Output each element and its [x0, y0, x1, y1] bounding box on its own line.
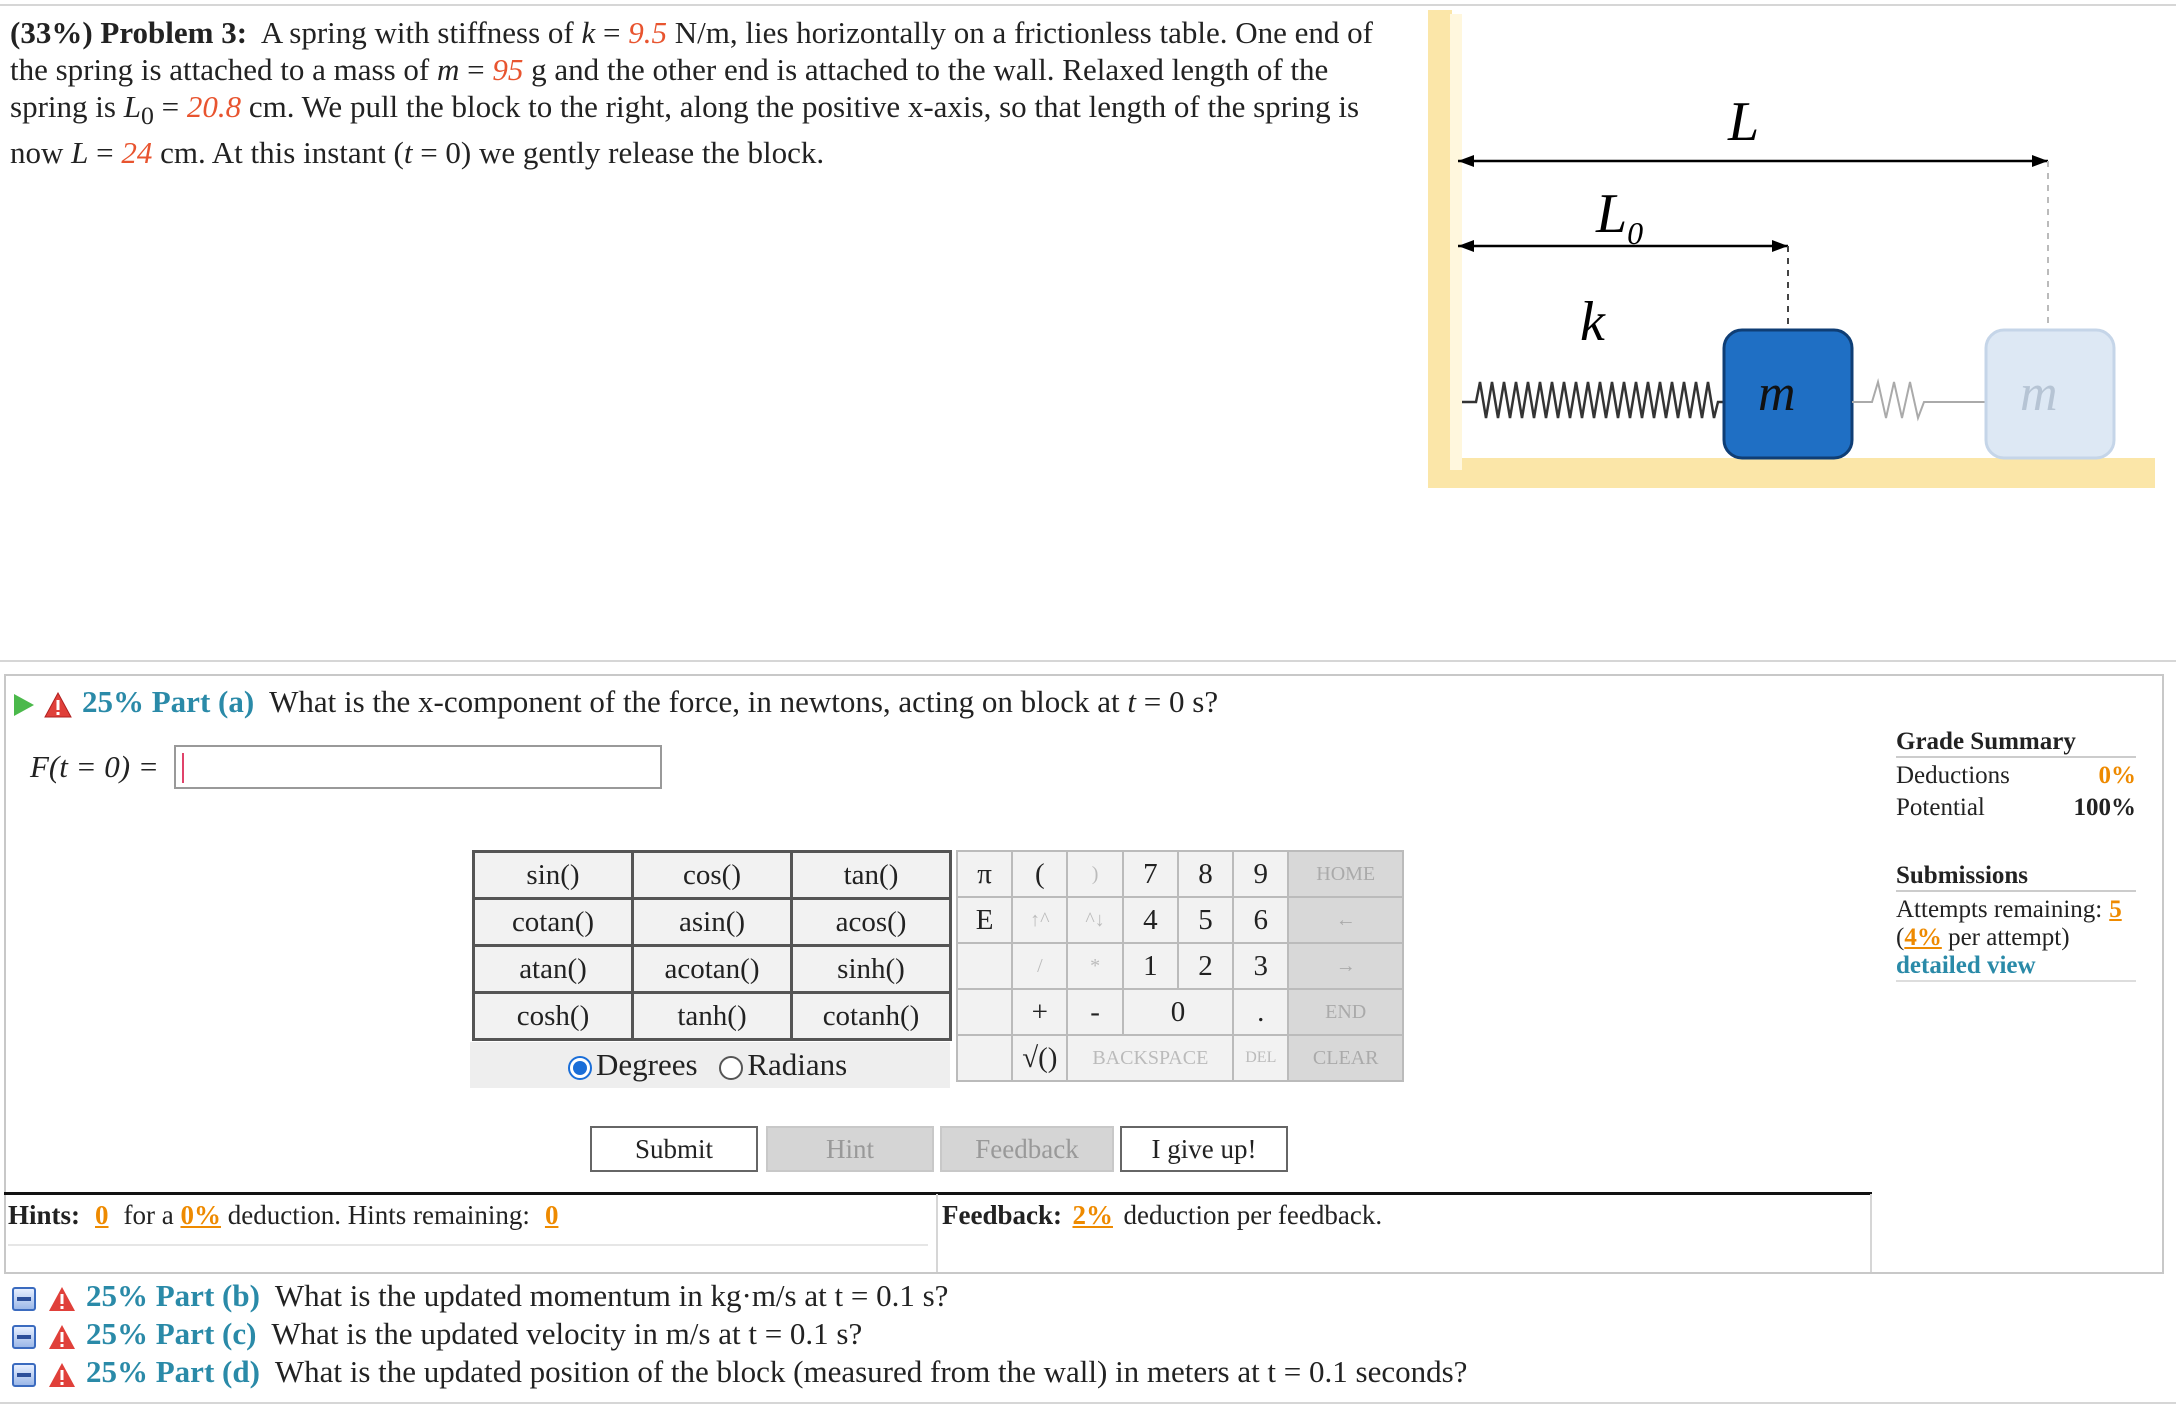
collapsed-part-icon[interactable] [12, 1287, 36, 1311]
problem-text: cm. We pull the block to the right, along the positive x-axis, so that length of the spring is now [10, 89, 1360, 171]
problem-statement [10, 14, 1410, 171]
deductions-value: 0% [2098, 762, 2136, 789]
key-0[interactable]: 0 [1123, 989, 1233, 1035]
text-caret [182, 753, 184, 783]
bottom-border [0, 1402, 2176, 1404]
per-attempt-text: per attempt) [1948, 924, 2070, 951]
key-right-arrow[interactable]: → [1288, 943, 1403, 989]
warning-icon [48, 1286, 76, 1312]
feedback-text: deduction per feedback. [1123, 1200, 1383, 1230]
feedback-right-divider [1870, 1194, 1872, 1272]
part-b-label: Part (b) [155, 1278, 260, 1313]
key-end[interactable]: END [1288, 989, 1403, 1035]
radians-radio[interactable] [719, 1056, 743, 1080]
part-a-percent: 25% [82, 684, 144, 719]
wall-face [1450, 14, 1462, 470]
degrees-label: Degrees [596, 1047, 698, 1082]
key-e[interactable]: E [957, 897, 1012, 943]
hints-text: deduction. Hints remaining: [227, 1200, 530, 1230]
key-5[interactable]: 5 [1178, 897, 1233, 943]
key-clear[interactable]: CLEAR [1288, 1035, 1403, 1081]
hints-remaining: 0 [544, 1200, 559, 1230]
key-6[interactable]: 6 [1233, 897, 1288, 943]
feedback-deduction: 2% [1072, 1200, 1113, 1230]
problem-text: cm. At this instant ( [160, 135, 404, 171]
detailed-view-link[interactable]: detailed view [1896, 952, 2036, 979]
t-symbol: t [1127, 684, 1137, 719]
key-1[interactable]: 1 [1123, 943, 1178, 989]
hints-label: Hints: [8, 1200, 81, 1230]
radians-label: Radians [747, 1047, 848, 1082]
problem-text: g and the other end is attached to the wall. Relaxed length of the spring is [10, 52, 1329, 124]
key-blank [957, 943, 1012, 989]
answer-label: F(t = 0) = [30, 749, 159, 784]
hints-info [8, 1200, 567, 1231]
L0-symbol: L [123, 89, 141, 124]
part-d-percent: 25% [86, 1354, 148, 1389]
collapsed-part-icon[interactable] [12, 1363, 36, 1387]
ghost-block-m-label: m [2020, 365, 2058, 422]
submit-button[interactable]: Submit [590, 1126, 758, 1172]
warning-icon [48, 1362, 76, 1388]
key-func-cosh[interactable]: cosh() [474, 993, 633, 1040]
hints-deduction: 0% [180, 1200, 221, 1230]
part-c-label: Part (c) [155, 1316, 257, 1351]
attempts-remaining: 5 [2109, 896, 2122, 923]
hints-text: for a [123, 1200, 174, 1230]
key-8[interactable]: 8 [1178, 851, 1233, 897]
spring-mass-figure [1428, 10, 2168, 500]
equals: = [96, 135, 114, 171]
equals: = [603, 15, 621, 50]
ghost-spring [1852, 382, 1988, 418]
key-del[interactable]: DEL [1233, 1035, 1288, 1081]
problem-text: = 0) we gently release the block. [420, 135, 825, 171]
L-symbol: L [71, 135, 89, 171]
part-d-label: Part (d) [155, 1354, 260, 1389]
L-label: L [1728, 91, 1760, 153]
equals: = [161, 89, 180, 124]
key-minus[interactable]: - [1067, 989, 1122, 1035]
attempts-label: Attempts remaining: [1896, 896, 2103, 923]
wall [1428, 10, 1452, 488]
key-func-cos[interactable]: cos() [633, 852, 792, 899]
key-func-cotan[interactable]: cotan() [474, 899, 633, 946]
part-d-row[interactable] [12, 1354, 1467, 1390]
L0-arrowhead-right [1772, 240, 1788, 252]
key-7[interactable]: 7 [1123, 851, 1178, 897]
key-2[interactable]: 2 [1178, 943, 1233, 989]
key-func-atan[interactable]: atan() [474, 946, 633, 993]
potential-label: Potential [1896, 794, 1985, 821]
numeric-keypad [956, 850, 1404, 1082]
table [1428, 458, 2155, 488]
key-blank [957, 1035, 1012, 1081]
block-m-label: m [1758, 365, 1796, 422]
problem-text: N/m, lies horizontally on a frictionless table. One end of the spring is attached to a mass of [10, 15, 1373, 87]
per-attempt-deduction: 4% [1904, 924, 1942, 951]
key-blank [957, 989, 1012, 1035]
submissions-title: Submissions [1896, 862, 2136, 892]
part-c-question: What is the updated velocity in m/s at t = 0.1 s? [271, 1316, 863, 1351]
potential-value: 100% [2073, 794, 2136, 821]
k-symbol: k [581, 15, 596, 50]
angle-mode [470, 1042, 950, 1088]
key-func-cotanh[interactable]: cotanh() [792, 993, 951, 1040]
deductions-label: Deductions [1896, 762, 2010, 789]
m-symbol: m [437, 52, 460, 87]
hints-underline [8, 1244, 928, 1246]
warning-icon [44, 692, 72, 718]
part-a-label: Part (a) [151, 684, 255, 719]
problem-divider [0, 660, 2176, 662]
key-func-acotan[interactable]: acotan() [633, 946, 792, 993]
equals: = [467, 52, 485, 87]
key-dot[interactable]: . [1233, 989, 1288, 1035]
part-a-question: What is the x-component of the force, in newtons, acting on block at [269, 684, 1120, 719]
problem-text: A spring with stiffness of [260, 15, 574, 50]
key-4[interactable]: 4 [1123, 897, 1178, 943]
key-sqrt[interactable]: √() [1012, 1035, 1067, 1081]
k-value: 9.5 [628, 15, 667, 50]
open-paren: ( [1896, 924, 1905, 951]
key-pi[interactable]: π [957, 851, 1012, 897]
key-plus[interactable]: + [1012, 989, 1067, 1035]
hints-divider [4, 1192, 1872, 1195]
problem-weight: (33%) [10, 15, 93, 50]
part-b-question: What is the updated momentum in kg·m/s at t = 0.1 s? [274, 1278, 949, 1313]
key-func-tanh[interactable]: tanh() [633, 993, 792, 1040]
spring [1462, 382, 1726, 418]
key-up-power[interactable]: ↑^ [1012, 897, 1067, 943]
key-close-paren[interactable]: ) [1067, 851, 1122, 897]
feedback-label: Feedback: [942, 1200, 1062, 1230]
part-c-row[interactable] [12, 1316, 862, 1352]
key-func-sin[interactable]: sin() [474, 852, 633, 899]
L0-label: $L_0$ [1596, 183, 1644, 251]
key-divide[interactable]: / [1012, 943, 1067, 989]
function-keypad [472, 850, 952, 1041]
feedback-info [942, 1200, 1382, 1231]
grade-summary [1896, 728, 2136, 982]
hints-count: 0 [95, 1200, 109, 1230]
key-func-acos[interactable]: acos() [792, 899, 951, 946]
key-home[interactable]: HOME [1288, 851, 1403, 897]
part-b-row[interactable] [12, 1278, 948, 1314]
key-3[interactable]: 3 [1233, 943, 1288, 989]
key-func-asin[interactable]: asin() [633, 899, 792, 946]
part-c-percent: 25% [86, 1316, 148, 1351]
warning-icon [48, 1324, 76, 1350]
m-value: 95 [492, 52, 524, 87]
L-value: 24 [121, 135, 153, 171]
L0-subscript: 0 [140, 101, 154, 131]
key-backspace[interactable]: BACKSPACE [1067, 1035, 1233, 1081]
feedback-button[interactable]: Feedback [940, 1126, 1114, 1172]
key-multiply[interactable]: * [1067, 943, 1122, 989]
key-func-tan[interactable]: tan() [792, 852, 951, 899]
expand-triangle-icon[interactable] [14, 694, 34, 716]
top-border [0, 4, 2176, 6]
collapsed-part-icon[interactable] [12, 1325, 36, 1349]
L0-value: 20.8 [186, 89, 242, 124]
L-arrowhead-right [2032, 155, 2048, 167]
problem-title: Problem 3: [100, 15, 248, 50]
grade-summary-title: Grade Summary [1896, 728, 2136, 758]
part-b-percent: 25% [86, 1278, 148, 1313]
degrees-radio[interactable] [568, 1056, 592, 1080]
give-up-button[interactable]: I give up! [1120, 1126, 1288, 1172]
key-left-arrow[interactable]: ← [1288, 897, 1403, 943]
key-down-power[interactable]: ^↓ [1067, 897, 1122, 943]
key-open-paren[interactable]: ( [1012, 851, 1067, 897]
part-d-question: What is the updated position of the block (measured from the wall) in meters at t = 0.1 seconds? [274, 1354, 1468, 1389]
key-9[interactable]: 9 [1233, 851, 1288, 897]
part-a-question-end: = 0 s? [1143, 684, 1219, 719]
part-a-header[interactable] [14, 680, 1218, 724]
hint-button[interactable]: Hint [766, 1126, 934, 1172]
hints-feedback-divider [936, 1194, 938, 1272]
k-label: k [1580, 291, 1605, 353]
t-symbol: t [403, 135, 413, 171]
key-func-sinh[interactable]: sinh() [792, 946, 951, 993]
answer-input[interactable] [174, 745, 662, 789]
